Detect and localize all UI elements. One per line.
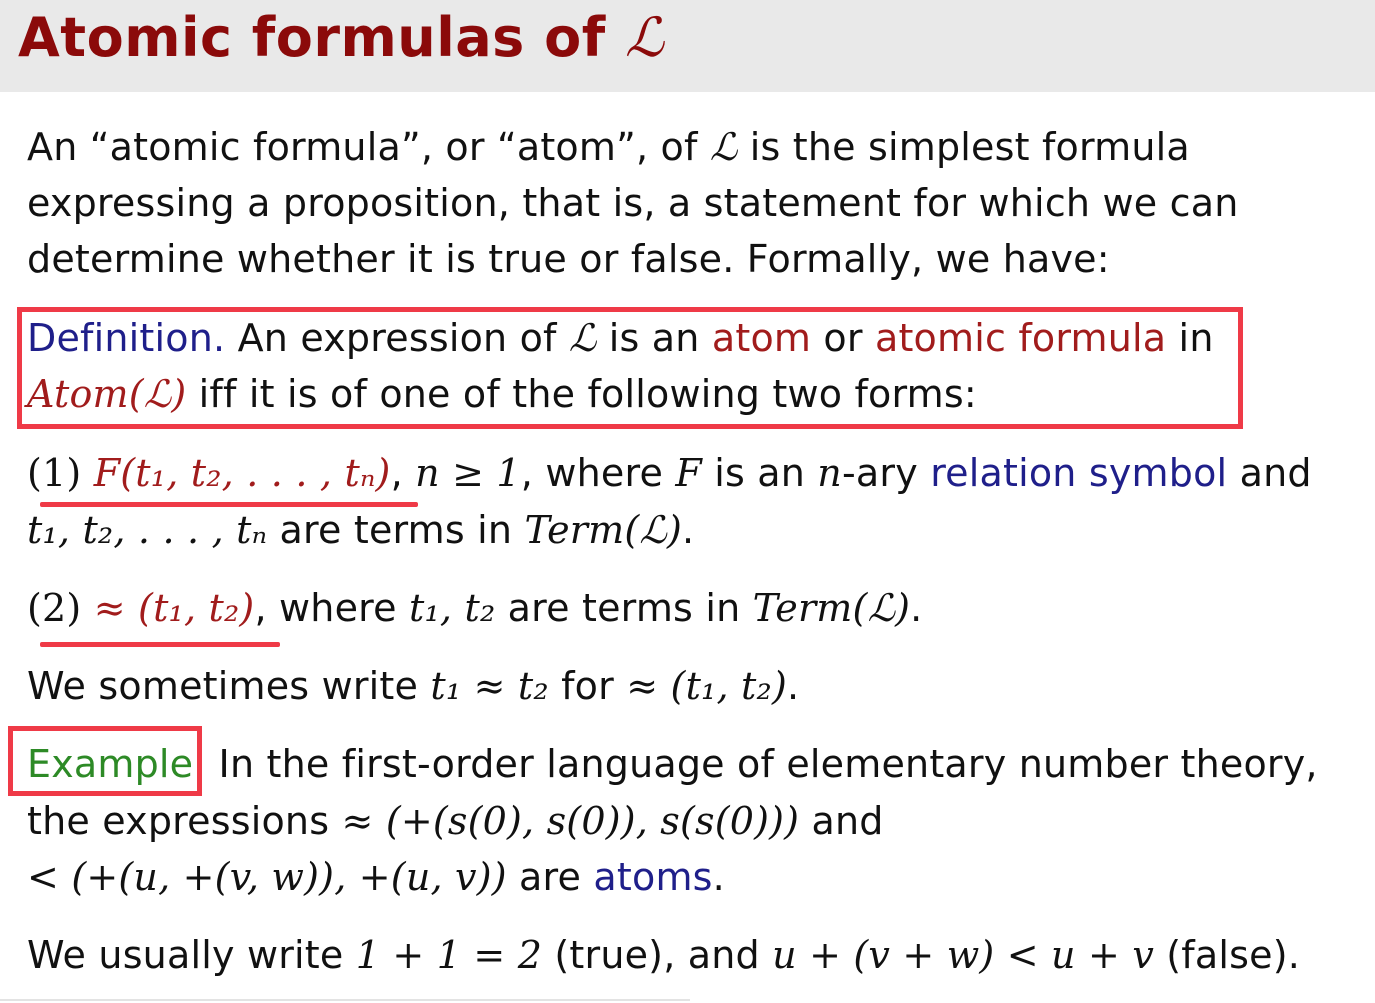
form1-line-1: (1) F(t₁, t₂, . . . , tₙ), n ≥ 1, where F is an n-ary relation symbol and [27,451,1312,495]
form1-line-2: t₁, t₂, . . . , tₙ are terms in Term(ℒ). [27,508,695,552]
atom-set: Atom(ℒ) [27,372,187,416]
example-line-1: Example: In the first-order language of elementary number theory, [27,742,1318,786]
atom-term: atom [711,316,812,360]
definition-highlight-box [17,307,1243,429]
example-line-2: the expressions ≈ (+(s(0), s(0)), s(s(0))) and [27,799,884,843]
example-label: Example [27,742,194,786]
usually-line: We usually write 1 + 1 = 2 (true), and u + (v + w) < u + v (false). [27,933,1301,977]
intro-line-3: determine whether it is true or false. Formally, we have: [27,237,1110,281]
slide-title: Atomic formulas of ℒ [18,6,665,69]
definition-line-1: Definition. An expression of ℒ is an atom or atomic formula in [27,316,1214,360]
definition-label: Definition. [27,316,226,360]
definition-line-2: Atom(ℒ) iff it is of one of the following two forms: [27,372,977,416]
form1-underline [40,502,418,507]
intro-line-2: expressing a proposition, that is, a statement for which we can [27,181,1239,225]
atomic-formula-term: atomic formula [874,316,1167,360]
example-highlight-box [8,726,202,796]
slide-title-bar [0,0,1375,92]
bottom-rule [0,999,690,1001]
form2-underline [40,642,280,647]
atoms-term: atoms [593,855,713,899]
example-line-3: < (+(u, +(v, w)), +(u, v)) are atoms. [27,855,725,899]
intro-line-1: An “atomic formula”, or “atom”, of ℒ is the simplest formula [27,125,1190,169]
sometimes-line: We sometimes write t₁ ≈ t₂ for ≈ (t₁, t₂). [27,664,800,708]
form2-line: (2) ≈ (t₁, t₂), where t₁, t₂ are terms in Term(ℒ). [27,586,923,630]
relation-symbol-term: relation symbol [930,451,1228,495]
form2-formula: ≈ (t₁, t₂) [93,586,255,630]
form1-formula: F(t₁, t₂, . . . , tₙ) [93,451,391,495]
